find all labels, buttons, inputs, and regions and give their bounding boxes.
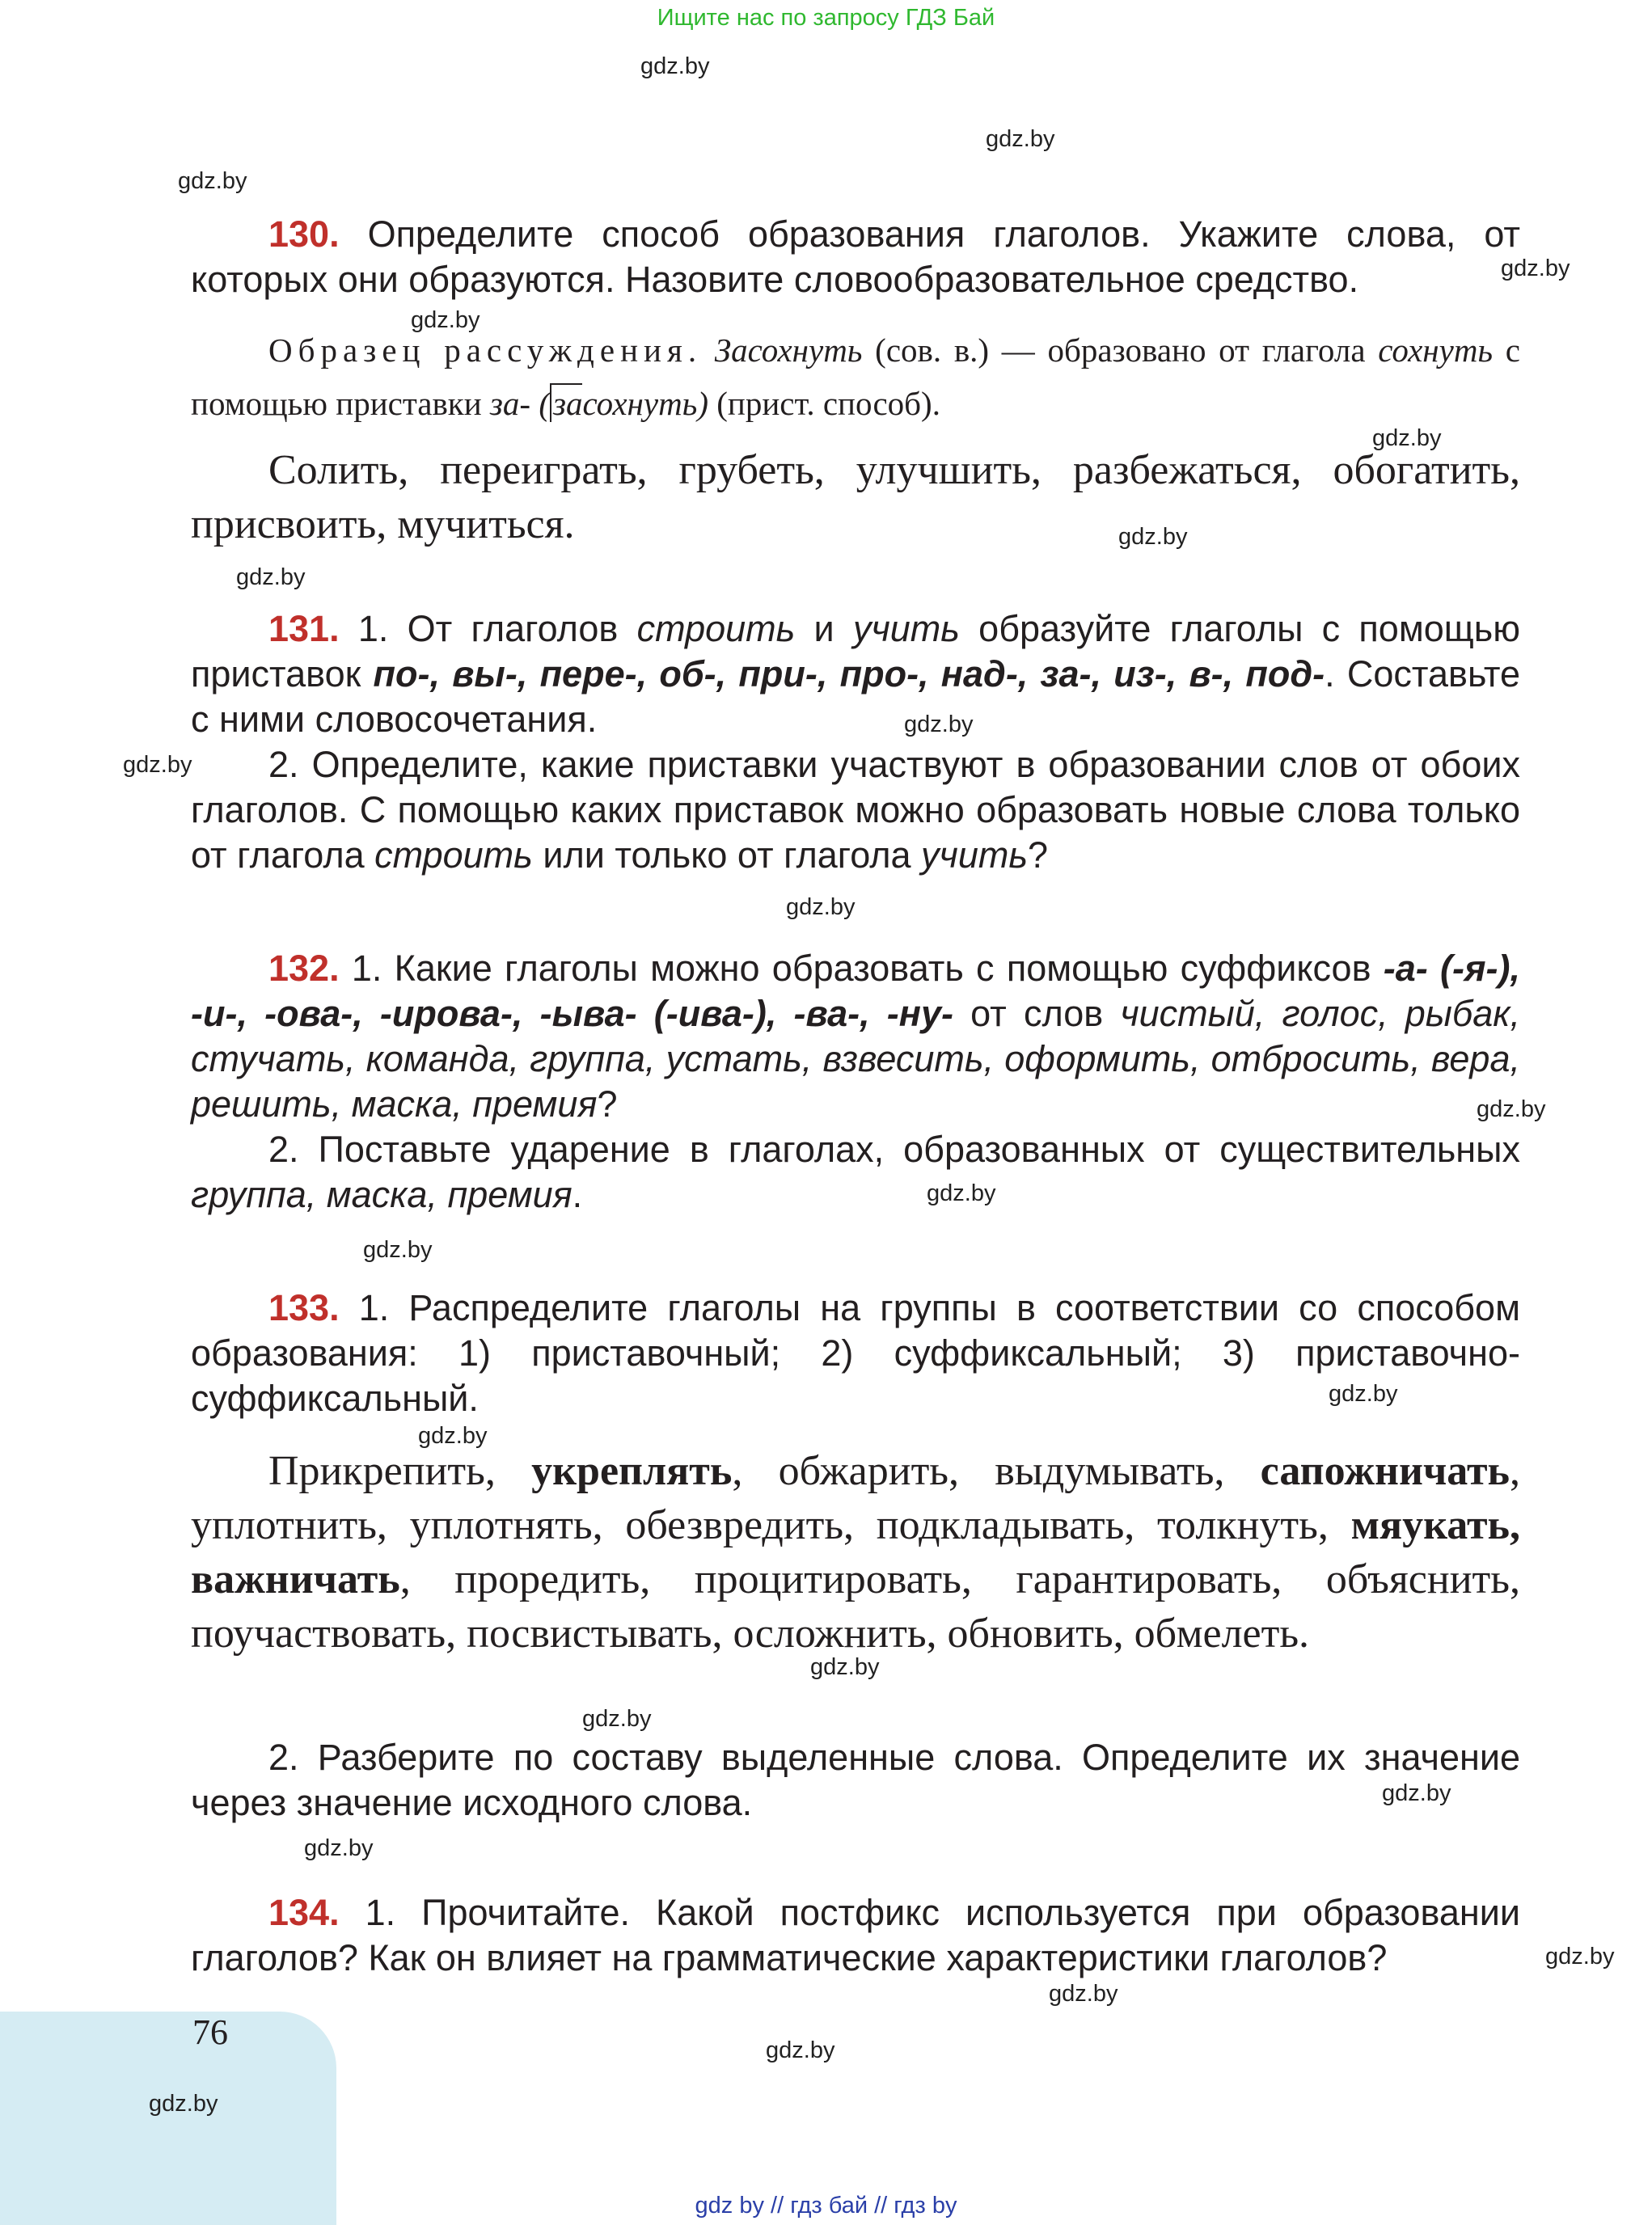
sample-text: с помощью приставки [191, 331, 1520, 422]
watermark: gdz.by [640, 53, 710, 79]
exercise-133-part-2 [191, 1735, 1520, 1826]
exercise-text: от слов [953, 993, 1121, 1034]
word-list-text: Прикрепить, [268, 1448, 532, 1494]
source-words: чистый, голос, рыбак, стучать, команда, группа, устать, взвесить, оформить, отбросить, вера, решить, маска, премия [191, 993, 1520, 1125]
exercise-text: 1. От глаголов [339, 608, 637, 649]
exercise-text: ? [1028, 834, 1049, 876]
watermark: gdz.by [904, 711, 974, 737]
watermark: gdz.by [766, 2037, 835, 2063]
exercise-number: 130. [268, 213, 340, 255]
watermark: gdz.by [1049, 1981, 1118, 2007]
exercise-number: 131. [268, 608, 340, 649]
exercise-text: 1. Распределите глаголы на группы в соответствии со способом образования: 1) приставочный; 2) суффиксальный; 3) приставочно-суффиксальный. [191, 1287, 1520, 1419]
exercise-132 [191, 946, 1520, 1218]
search-banner: Ищите нас по запросу ГДЗ Бай [657, 5, 995, 31]
watermark: gdz.by [411, 307, 480, 333]
exercise-text: 1. Какие глаголы можно образовать с помощью суффиксов [339, 948, 1384, 989]
watermark: gdz.by [1118, 524, 1188, 550]
sample-word: сохнуть [1378, 331, 1494, 369]
watermark: gdz.by [986, 126, 1055, 152]
exercise-text: 1. Прочитайте. Какой постфикс используется при образовании глаголов? Как он влияет на грамматические характеристики глаголов? [191, 1892, 1520, 1978]
exercise-text: . [572, 1174, 583, 1215]
watermark: gdz.by [810, 1654, 880, 1680]
sample-reasoning [191, 323, 1520, 430]
exercise-number: 133. [268, 1287, 340, 1328]
watermark: gdz.by [927, 1180, 996, 1206]
exercise-134 [191, 1890, 1520, 1981]
page-number: 76 [192, 2012, 228, 2052]
exercise-text: Определите способ образования глаголов. Укажите слова, от которых они образуются. Назовите словообразовательное средство. [191, 213, 1520, 300]
exercise-text: и [795, 608, 853, 649]
watermark: gdz.by [123, 752, 192, 778]
watermark: gdz.by [363, 1237, 433, 1263]
source-words: группа, маска, премия [191, 1174, 572, 1215]
sample-text: ( [530, 385, 550, 422]
word-list-text: Солить, переиграть, грубеть, улучшить, разбежаться, обогатить, присвоить, мучиться. [191, 447, 1520, 547]
watermark: gdz.by [418, 1423, 488, 1449]
highlighted-word: мяукать, важничать [191, 1502, 1520, 1602]
word-list [191, 443, 1520, 551]
verb: строить [636, 608, 796, 649]
word-list-text: , уплотнить, уплотнять, обезвредить, подкладывать, толкнуть, [191, 1448, 1520, 1548]
watermark: gdz.by [1372, 425, 1442, 451]
verb: учить [852, 608, 960, 649]
prefix-list: по-, вы-, пере-, об-, при-, про-, над-, за-, из-, в-, под- [373, 653, 1325, 695]
watermark: gdz.by [1501, 255, 1570, 281]
prefix-morpheme-mark: за [550, 383, 583, 422]
exercise-text: ? [597, 1083, 618, 1125]
exercise-text: 2. Поставьте ударение в глаголах, образованных от существительных [268, 1129, 1520, 1170]
word-list-text: , обжарить, выдумывать, [732, 1448, 1261, 1494]
sample-word: Засохнуть [714, 331, 863, 369]
watermark: gdz.by [786, 894, 856, 920]
verb: строить [374, 834, 533, 876]
sample-text: (прист. способ). [708, 385, 940, 422]
watermark: gdz.by [582, 1706, 652, 1732]
highlighted-word: укреплять [531, 1448, 733, 1494]
watermark: gdz.by [1329, 1381, 1398, 1407]
highlighted-word: сапожничать [1260, 1448, 1510, 1494]
suffix-list: -а- (-я-), -и-, -ова-, -ирова-, -ыва- (-ива-), -ва-, -ну- [191, 948, 1520, 1034]
sample-text: (сов. в.) — образовано от глагола [862, 331, 1379, 369]
watermark: gdz.by [149, 2091, 218, 2117]
word-list-text: , проредить, процитировать, гарантировать, объяснить, поучаствовать, посвистывать, осложнить, обновить, обмелеть. [191, 1556, 1520, 1657]
watermark: gdz.by [304, 1835, 374, 1861]
exercise-text: образуйте глаголы с помощью приставок [191, 608, 1520, 695]
exercise-130 [191, 212, 1520, 302]
exercise-number: 134. [268, 1892, 340, 1933]
word-list [191, 1444, 1520, 1661]
watermark: gdz.by [1382, 1780, 1451, 1806]
exercise-133 [191, 1286, 1520, 1421]
verb: учить [921, 834, 1029, 876]
footer-links[interactable]: gdz by // гдз бай // гдз by [695, 2193, 957, 2219]
watermark: gdz.by [1477, 1096, 1546, 1122]
exercise-text: 2. Разберите по составу выделенные слова. Определите их значение через значение исходного слова. [191, 1737, 1520, 1823]
exercise-text: . Составьте с ними словосочетания. [191, 653, 1521, 740]
watermark: gdz.by [178, 168, 247, 194]
watermark: gdz.by [1545, 1944, 1615, 1970]
exercise-131 [191, 606, 1520, 878]
watermark: gdz.by [236, 564, 306, 590]
sample-prefix: за- [489, 385, 531, 422]
sample-word: сохнуть) [582, 385, 708, 422]
exercise-number: 132. [268, 948, 340, 989]
sample-heading: Образец рассуждения. [268, 331, 703, 369]
exercise-text: или только от глагола [532, 834, 922, 876]
exercise-text: 2. Определите, какие приставки участвуют в образовании слов от обоих глаголов. С помощью каких приставок можно образовать новые слова только от глагола [191, 744, 1520, 876]
